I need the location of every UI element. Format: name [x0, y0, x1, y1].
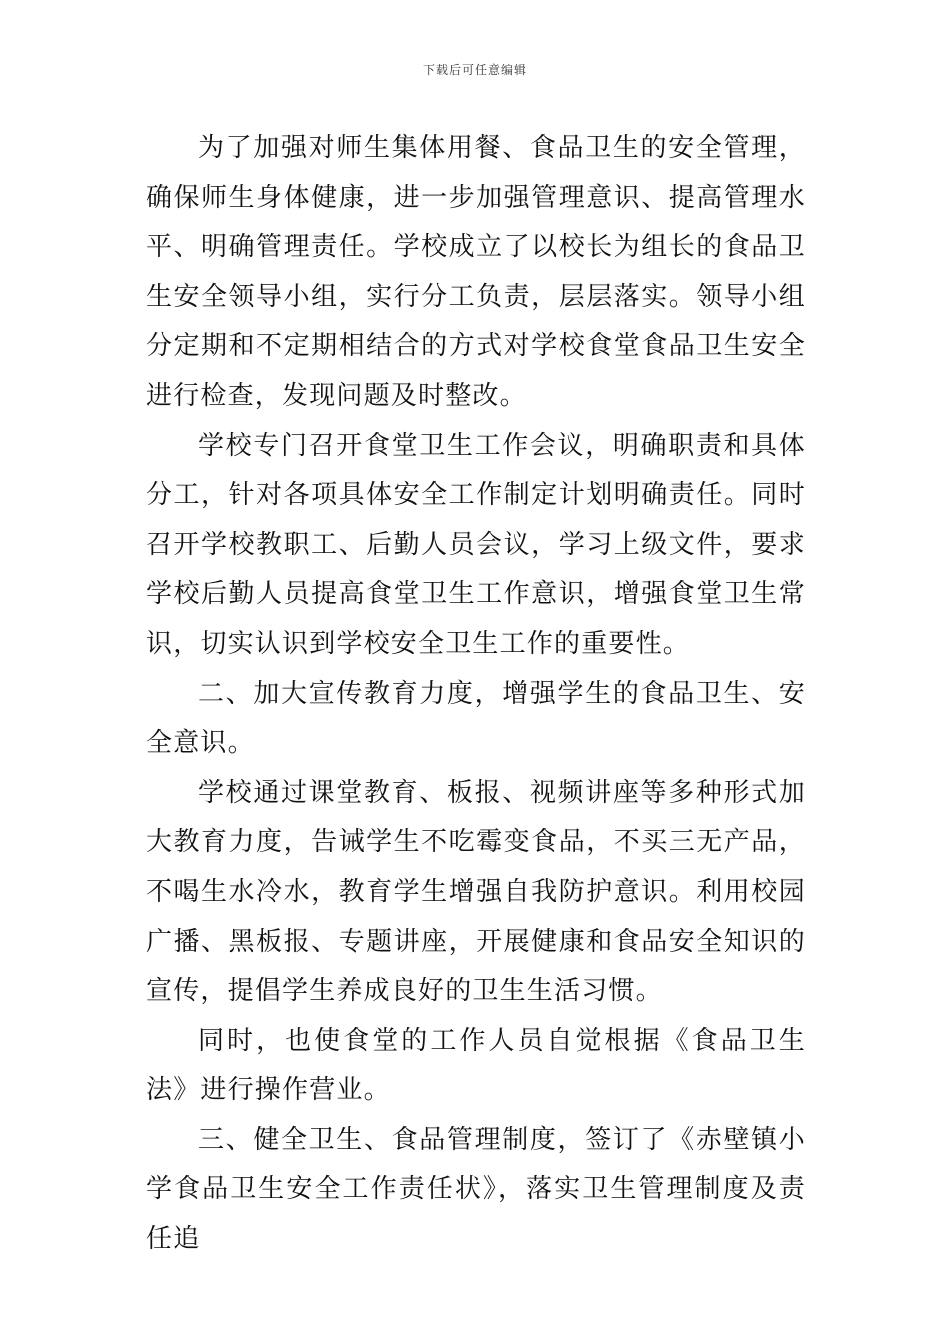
paragraph-2: 学校专门召开食堂卫生工作会议，明确职责和具体分工，针对各项具体安全工作制定计划明确责任。同时召开学校教职工、后勤人员会议，学习上级文件，要求学校后勤人员提高食堂卫生工作意识，增强食堂卫生常识，切实认识到学校安全卫生工作的重要性。 [146, 430, 806, 659]
paragraph-4: 学校通过课堂教育、板报、视频讲座等多种形式加大教育力度，告诫学生不吃霉变食品，不买三无产品，不喝生水冷水，教育学生增强自我防护意识。利用校园广播、黑板报、专题讲座，开展健康和食品安全知识的宣传，提倡学生养成良好的卫生生活习惯。 [146, 777, 806, 1007]
paragraph-6: 三、健全卫生、食品管理制度，签订了《赤壁镇小学食品卫生安全工作责任状》，落实卫生管理制度及责任追 [146, 1124, 806, 1255]
paragraph-1: 为了加强对师生集体用餐、食品卫生的安全管理，确保师生身体健康，进一步加强管理意识、提高管理水平、明确管理责任。学校成立了以校长为组长的食品卫生安全领导小组，实行分工负责，层层落实。领导小组分定期和不定期相结合的方式对学校食堂食品卫生安全进行检查，发现问题及时整改。 [146, 133, 806, 411]
page-header: 下载后可任意编辑 [422, 63, 527, 77]
paragraph-5: 同时，也使食堂的工作人员自觉根据《食品卫生法》进行操作营业。 [146, 1025, 806, 1106]
document-body [146, 124, 806, 1265]
paragraph-3: 二、加大宣传教育力度，增强学生的食品卫生、安全意识。 [146, 678, 806, 759]
